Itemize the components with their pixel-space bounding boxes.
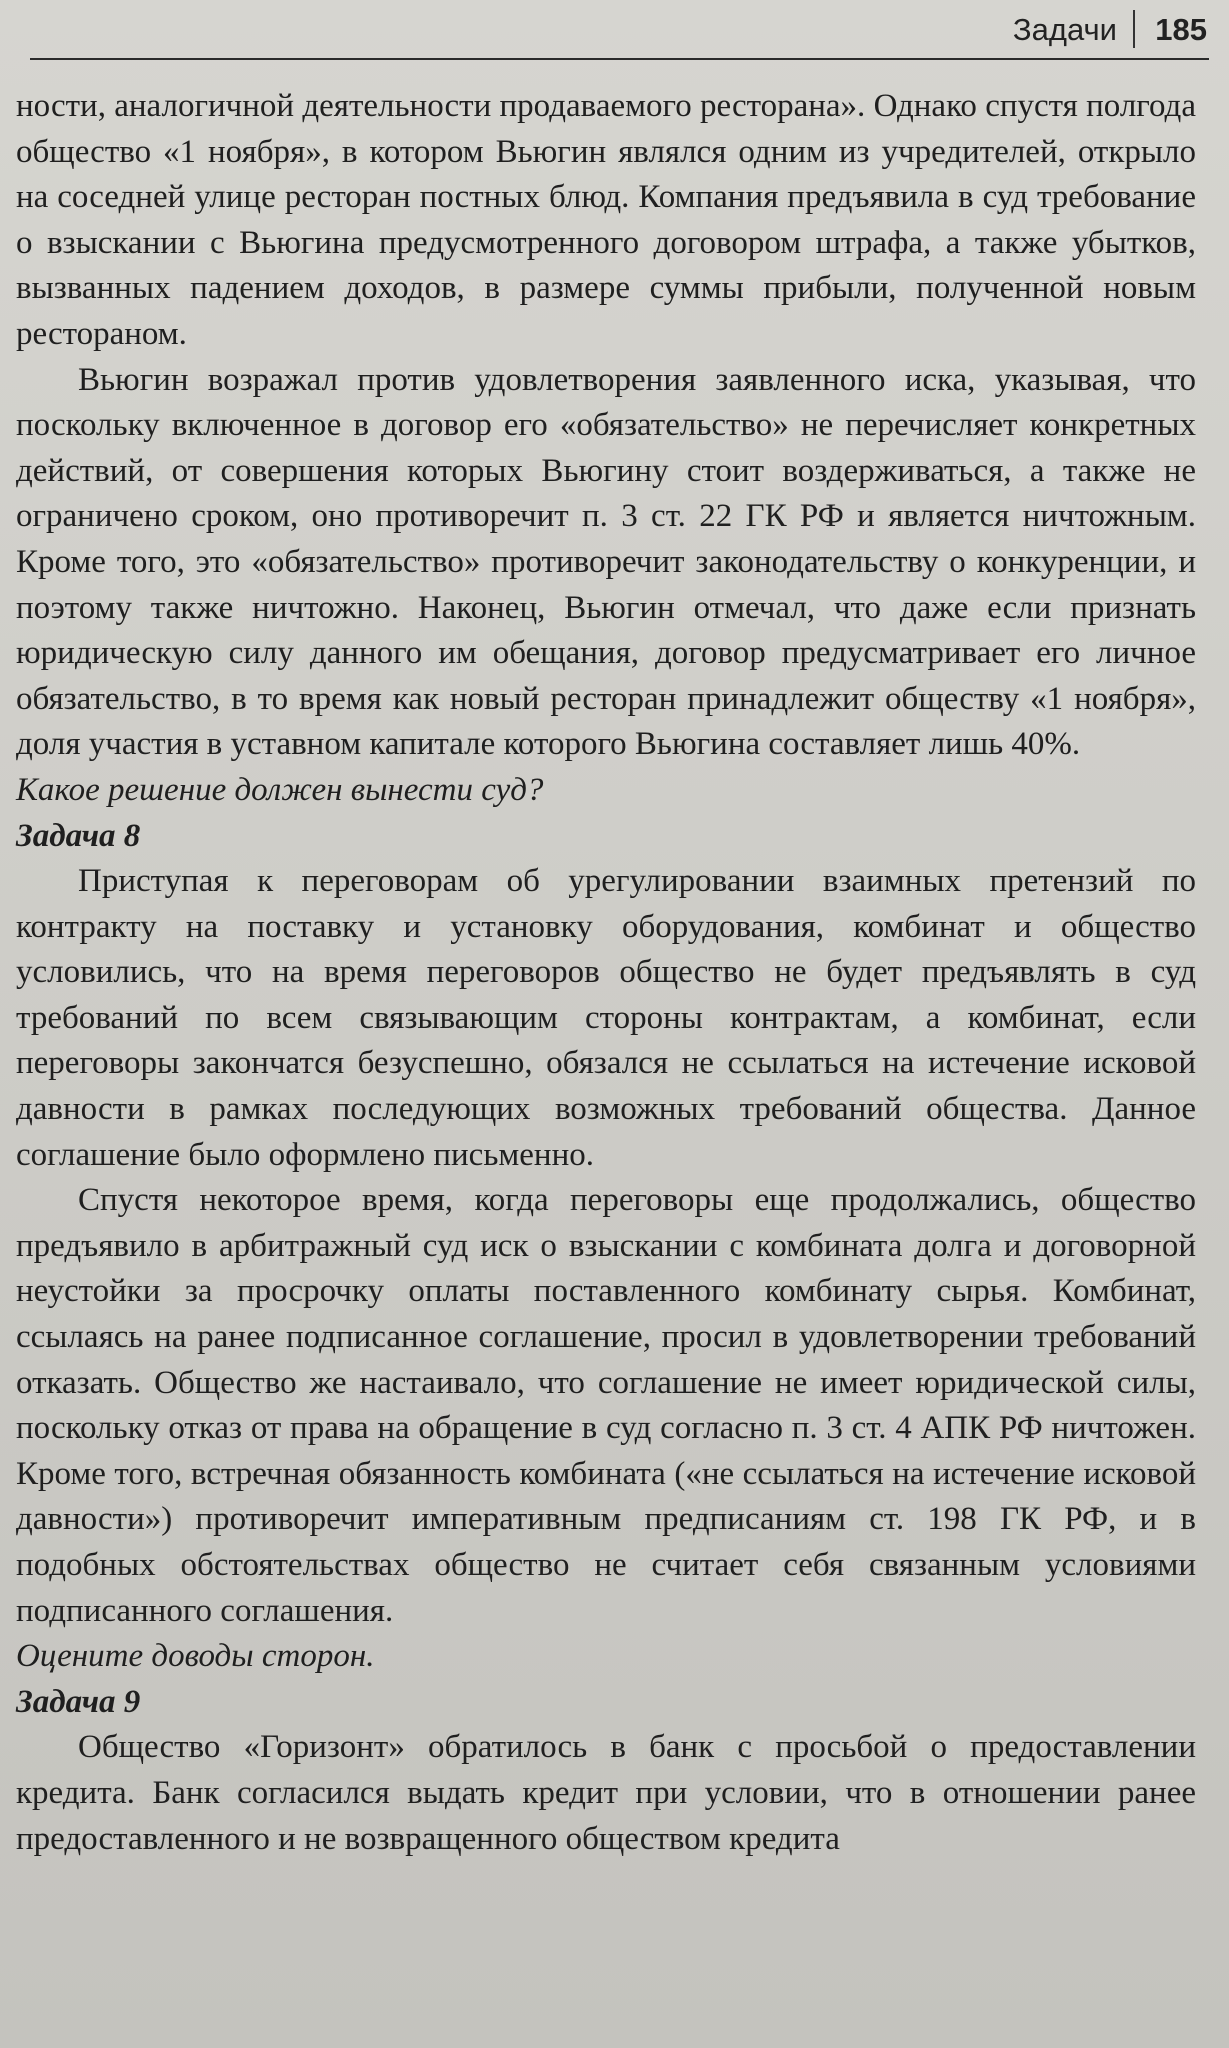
task-8-paragraph-1: Приступая к переговорам об урегулировании взаимных претензий по контракту на поставку и установку оборудования, комбинат и общество условились, что на время переговоров общество не будет предъявлять в суд требований по всем связывающим стороны контрактам, а комбинат, если переговоры закончатся безуспешно, обязался не ссылаться на истечение исковой давности в рамках последующих возможных требований общества. Данное соглашение было оформлено письменно. xyxy=(16,863,1196,1173)
running-head-separator xyxy=(1133,10,1135,48)
page-number: 185 xyxy=(1155,12,1207,47)
task-8-heading: Задача 8 xyxy=(16,817,141,854)
task-8-question: Оцените доводы сторон. xyxy=(16,1638,375,1675)
paragraph-continued: ности, аналогичной деятельности продаваемого ресторана». Однако спустя полгода общество «1 ноября», в котором Вьюгин являлся одним из учредителей, открыло на соседней улице ресторан постных блюд. Компания предъявила в суд требование о взыскании с Вьюгина предусмотренного договором штрафа, а также убытков, вызванных падением доходов, в размере суммы прибыли, полученной новым рестораном. xyxy=(16,88,1196,352)
running-head xyxy=(0,0,1229,64)
header-rule xyxy=(30,58,1209,60)
running-head-section: Задачи xyxy=(1012,12,1117,47)
task-9-heading: Задача 9 xyxy=(16,1683,141,1720)
page-body xyxy=(16,84,1196,1862)
paragraph-vyugin-objection: Вьюгин возражал против удовлетворения заявленного иска, указывая, что поскольку включенное в договор его «обязательство» не перечисляет конкретных действий, от совершения которых Вьюгину стоит воздерживаться, а также не ограничено сроком, оно противоречит п. 3 ст. 22 ГК РФ и является ничтожным. Кроме того, это «обязательство» противоречит законодательству о конкуренции, и поэтому также ничтожно. Наконец, Вьюгин отмечал, что даже если признать юридическую силу данного им обещания, договор предусматривает его личное обязательство, в то время как новый ресторан принадлежит обществу «1 ноября», доля участия в уставном капитале которого Вьюгина составляет лишь 40%. xyxy=(16,361,1196,763)
task-7-question: Какое решение должен вынести суд? xyxy=(16,771,544,808)
task-9-paragraph: Общество «Горизонт» обратилось в банк с просьбой о предоставлении кредита. Банк согласился выдать кредит при условии, что в отношении ранее предоставленного и не возвращенного обществом кредита xyxy=(16,1729,1196,1857)
task-8-paragraph-2: Спустя некоторое время, когда переговоры еще продолжались, общество предъявило в арбитражный суд иск о взыскании с комбината долга и договорной неустойки за просрочку оплаты поставленного комбинату сырья. Комбинат, ссылаясь на ранее подписанное соглашение, просил в удовлетворении требований отказать. Общество же настаивало, что соглашение не имеет юридической силы, поскольку отказ от права на обращение в суд согласно п. 3 ст. 4 АПК РФ ничтожен. Кроме того, встречная обязанность комбината («не ссылаться на истечение исковой давности») противоречит императивным предписаниям ст. 198 ГК РФ, и в подобных обстоятельствах общество не считает себя связанным условиями подписанного соглашения. xyxy=(16,1182,1196,1629)
